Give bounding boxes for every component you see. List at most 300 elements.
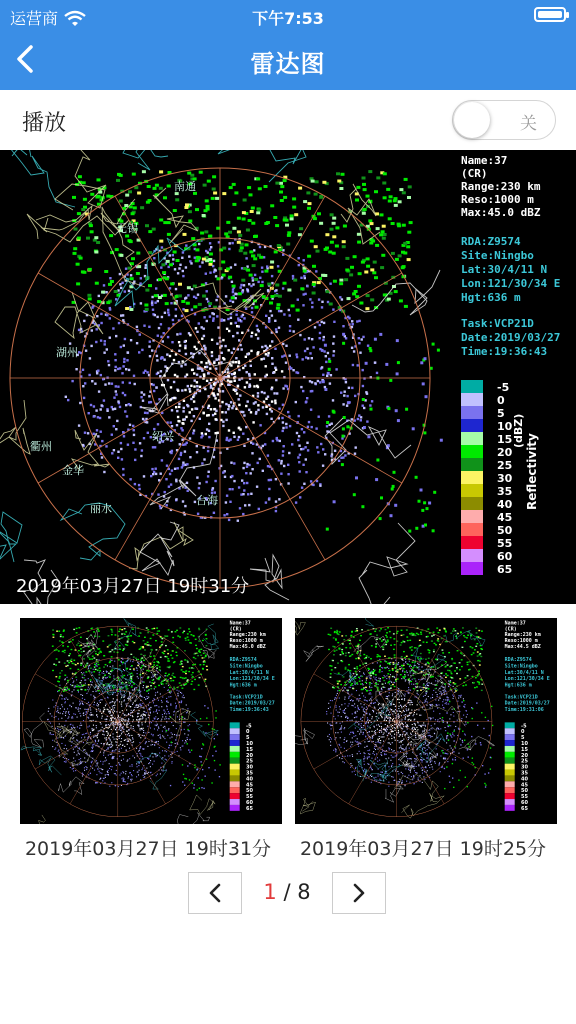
echo-cell xyxy=(154,314,156,316)
echo-cell xyxy=(186,463,188,465)
echo-cell xyxy=(181,702,182,703)
echo-cell xyxy=(86,733,87,734)
echo-cell xyxy=(177,390,179,392)
echo-cell xyxy=(153,664,155,665)
echo-cell xyxy=(279,440,281,442)
echo-cell xyxy=(203,653,205,654)
echo-cell xyxy=(84,737,85,738)
echo-cell xyxy=(371,400,373,402)
echo-cell xyxy=(318,298,320,300)
echo-cell xyxy=(247,493,249,495)
echo-cell xyxy=(147,185,151,188)
echo-cell xyxy=(186,302,190,305)
echo-cell xyxy=(399,299,403,302)
echo-cell xyxy=(297,299,299,301)
echo-cell xyxy=(99,651,101,652)
echo-cell xyxy=(142,717,143,718)
echo-cell xyxy=(400,711,401,712)
echo-cell xyxy=(260,358,262,360)
echo-cell xyxy=(173,359,175,361)
echo-cell xyxy=(147,642,149,643)
echo-cell xyxy=(163,736,164,737)
echo-cell xyxy=(168,702,169,703)
echo-cell xyxy=(80,648,82,649)
echo-cell xyxy=(209,272,211,274)
echo-cell xyxy=(123,772,124,773)
echo-cell xyxy=(257,351,259,353)
echo-cell xyxy=(342,342,345,345)
echo-cell xyxy=(155,686,157,687)
echo-cell xyxy=(287,289,291,292)
echo-cell xyxy=(181,466,183,468)
echo-cell xyxy=(347,316,349,318)
legend-label: 45 xyxy=(246,782,254,789)
echo-cell xyxy=(105,664,107,665)
echo-cell xyxy=(153,702,154,703)
echo-cell xyxy=(415,725,416,726)
echo-cell xyxy=(390,744,391,745)
echo-cell xyxy=(371,718,372,719)
echo-cell xyxy=(108,382,110,384)
echo-cell xyxy=(123,781,124,782)
echo-cell xyxy=(400,721,401,722)
echo-cell xyxy=(387,407,390,410)
echo-cell xyxy=(266,265,268,267)
echo-cell xyxy=(132,690,133,691)
echo-cell xyxy=(223,514,225,516)
echo-cell xyxy=(311,357,313,359)
echo-cell xyxy=(228,404,230,406)
echo-cell xyxy=(165,645,167,646)
echo-cell xyxy=(425,700,426,701)
echo-cell xyxy=(188,220,192,223)
echo-cell xyxy=(388,668,389,669)
echo-cell xyxy=(83,742,84,743)
echo-cell xyxy=(136,748,137,749)
echo-cell xyxy=(206,320,208,322)
echo-cell xyxy=(112,737,113,738)
echo-cell xyxy=(111,634,113,635)
echo-cell xyxy=(213,512,215,514)
echo-cell xyxy=(192,432,194,434)
echo-cell xyxy=(242,493,244,495)
echo-cell xyxy=(363,407,365,409)
echo-cell xyxy=(286,243,290,246)
echo-cell xyxy=(242,467,244,469)
echo-cell xyxy=(166,705,167,706)
echo-cell xyxy=(207,180,211,183)
echo-cell xyxy=(236,325,238,327)
echo-cell xyxy=(121,738,122,739)
echo-cell xyxy=(125,721,126,722)
echo-cell xyxy=(350,700,351,701)
echo-cell xyxy=(84,709,85,710)
echo-cell xyxy=(176,705,177,706)
echo-cell xyxy=(186,704,187,705)
echo-cell xyxy=(152,735,153,736)
echo-cell xyxy=(126,749,127,750)
echo-cell xyxy=(178,403,180,405)
echo-cell xyxy=(193,635,195,636)
echo-cell xyxy=(172,258,174,260)
echo-cell xyxy=(123,719,124,720)
echo-cell xyxy=(311,180,315,183)
echo-cell xyxy=(319,222,323,225)
legend-swatch xyxy=(230,793,240,799)
echo-cell xyxy=(52,699,53,700)
echo-cell xyxy=(191,237,195,240)
echo-cell xyxy=(351,418,353,420)
echo-cell xyxy=(179,735,180,736)
echo-cell xyxy=(193,400,195,402)
echo-cell xyxy=(432,343,435,346)
echo-cell xyxy=(229,186,233,189)
echo-cell xyxy=(141,657,143,658)
echo-cell xyxy=(256,177,260,180)
echo-cell xyxy=(423,683,424,684)
echo-cell xyxy=(131,764,132,765)
echo-cell xyxy=(143,475,145,477)
echo-cell xyxy=(229,488,231,490)
echo-cell xyxy=(376,227,380,230)
echo-cell xyxy=(303,431,305,433)
radar-thumbnail[interactable] xyxy=(20,618,282,824)
boundary-line xyxy=(128,665,147,702)
echo-cell xyxy=(397,751,398,752)
echo-cell xyxy=(319,381,321,383)
echo-cell xyxy=(131,780,132,781)
echo-cell xyxy=(204,705,205,706)
echo-cell xyxy=(426,705,427,706)
echo-cell xyxy=(366,294,370,297)
status-time: 下午7:53 xyxy=(252,9,324,28)
echo-cell xyxy=(57,708,58,709)
echo-cell xyxy=(362,734,363,735)
echo-cell xyxy=(170,737,171,738)
echo-cell xyxy=(168,718,169,719)
echo-cell xyxy=(243,414,245,416)
echo-cell xyxy=(137,689,139,690)
echo-cell xyxy=(132,766,133,767)
echo-cell xyxy=(111,406,113,408)
thumb-info-hgt: Hgt:636 m xyxy=(229,682,257,689)
echo-cell xyxy=(80,758,81,759)
echo-cell xyxy=(157,719,158,720)
echo-cell xyxy=(287,464,289,466)
echo-cell xyxy=(285,219,289,222)
echo-cell xyxy=(376,372,378,374)
echo-cell xyxy=(205,481,207,483)
echo-cell xyxy=(132,739,133,740)
echo-cell xyxy=(111,744,112,745)
echo-cell xyxy=(282,404,284,406)
echo-cell xyxy=(163,196,167,199)
echo-cell xyxy=(366,195,370,198)
echo-cell xyxy=(353,673,354,674)
echo-cell xyxy=(124,410,126,412)
echo-cell xyxy=(344,454,346,456)
echo-cell xyxy=(406,670,407,671)
echo-cell xyxy=(108,774,109,775)
echo-cell xyxy=(423,725,424,726)
echo-cell xyxy=(56,658,58,659)
echo-cell xyxy=(130,677,132,678)
echo-cell xyxy=(378,741,379,742)
echo-cell xyxy=(170,483,172,485)
echo-cell xyxy=(341,463,344,466)
echo-cell xyxy=(93,725,94,726)
echo-cell xyxy=(121,701,122,702)
echo-cell xyxy=(209,248,211,250)
echo-cell xyxy=(238,379,240,381)
echo-cell xyxy=(208,414,210,416)
echo-cell xyxy=(79,754,80,755)
echo-cell xyxy=(138,774,139,775)
echo-cell xyxy=(407,672,408,673)
echo-cell xyxy=(119,665,121,666)
echo-cell xyxy=(113,397,115,399)
echo-cell xyxy=(432,694,433,695)
echo-cell xyxy=(183,407,185,409)
echo-cell xyxy=(154,761,155,762)
echo-cell xyxy=(303,259,305,261)
echo-cell xyxy=(388,786,389,787)
echo-cell xyxy=(149,682,150,683)
echo-cell xyxy=(138,678,139,679)
echo-cell xyxy=(231,296,235,299)
echo-cell xyxy=(276,392,278,394)
echo-cell xyxy=(166,718,167,719)
echo-cell xyxy=(251,222,255,225)
echo-cell xyxy=(262,470,264,472)
echo-cell xyxy=(365,689,366,690)
echo-cell xyxy=(247,186,251,189)
echo-cell xyxy=(341,725,342,726)
echo-cell xyxy=(125,773,126,774)
echo-cell xyxy=(88,736,89,737)
echo-cell xyxy=(223,319,225,321)
echo-cell xyxy=(63,711,64,712)
echo-cell xyxy=(70,649,72,650)
echo-cell xyxy=(352,737,353,738)
echo-cell xyxy=(335,226,339,229)
echo-cell xyxy=(84,675,85,676)
echo-cell xyxy=(170,678,172,679)
echo-cell xyxy=(113,710,114,711)
echo-cell xyxy=(143,728,144,729)
echo-cell xyxy=(347,401,350,404)
echo-cell xyxy=(119,738,120,739)
echo-cell xyxy=(410,700,411,701)
echo-cell xyxy=(100,709,101,710)
echo-cell xyxy=(362,727,363,728)
echo-cell xyxy=(358,414,360,416)
echo-cell xyxy=(79,713,80,714)
echo-cell xyxy=(237,385,239,387)
echo-cell xyxy=(160,473,162,475)
echo-cell xyxy=(369,347,372,350)
echo-cell xyxy=(344,278,348,281)
echo-cell xyxy=(145,224,149,227)
echo-cell xyxy=(84,757,85,758)
echo-cell xyxy=(413,715,414,716)
echo-cell xyxy=(319,196,323,199)
echo-cell xyxy=(125,781,126,782)
echo-cell xyxy=(375,244,379,247)
echo-cell xyxy=(95,691,96,692)
echo-cell xyxy=(148,230,152,233)
echo-cell xyxy=(110,651,112,652)
echo-cell xyxy=(464,733,465,734)
echo-cell xyxy=(152,744,153,745)
echo-cell xyxy=(186,712,187,713)
echo-cell xyxy=(382,717,383,718)
echo-cell xyxy=(282,387,284,389)
echo-cell xyxy=(448,680,449,681)
echo-cell xyxy=(116,738,117,739)
echo-cell xyxy=(153,187,157,190)
echo-cell xyxy=(150,638,152,639)
echo-cell xyxy=(61,737,62,738)
echo-cell xyxy=(129,758,130,759)
echo-cell xyxy=(111,769,112,770)
echo-cell xyxy=(174,711,175,712)
legend-label: 0 xyxy=(497,394,505,407)
echo-cell xyxy=(334,450,336,452)
echo-cell xyxy=(208,471,210,473)
echo-cell xyxy=(97,762,98,763)
echo-cell xyxy=(140,746,141,747)
echo-cell xyxy=(105,719,106,720)
echo-cell xyxy=(282,421,284,423)
echo-cell xyxy=(131,725,132,726)
echo-cell xyxy=(80,761,81,762)
echo-cell xyxy=(98,390,100,392)
echo-cell xyxy=(178,458,180,460)
echo-cell xyxy=(245,243,249,246)
echo-cell xyxy=(176,410,178,412)
echo-cell xyxy=(86,237,90,240)
echo-cell xyxy=(225,419,227,421)
echo-cell xyxy=(416,731,417,732)
echo-cell xyxy=(392,763,393,764)
play-toggle[interactable] xyxy=(452,100,556,140)
echo-cell xyxy=(245,308,247,310)
echo-cell xyxy=(61,695,62,696)
echo-cell xyxy=(98,664,100,665)
echo-cell xyxy=(413,777,414,778)
echo-cell xyxy=(188,628,190,629)
echo-cell xyxy=(64,662,66,663)
radar-thumbnail[interactable] xyxy=(295,618,557,824)
legend-swatch xyxy=(461,458,483,471)
echo-cell xyxy=(345,381,347,383)
echo-cell xyxy=(103,666,105,667)
echo-cell xyxy=(166,730,167,731)
echo-cell xyxy=(181,693,182,694)
echo-cell xyxy=(184,722,185,723)
echo-cell xyxy=(267,396,269,398)
echo-cell xyxy=(218,467,220,469)
echo-cell xyxy=(176,728,177,729)
echo-cell xyxy=(179,636,181,637)
echo-cell xyxy=(76,644,78,645)
echo-cell xyxy=(403,726,404,727)
echo-cell xyxy=(92,748,93,749)
echo-cell xyxy=(207,475,209,477)
echo-cell xyxy=(412,704,413,705)
echo-cell xyxy=(140,660,142,661)
echo-cell xyxy=(175,288,177,290)
echo-cell xyxy=(199,649,201,650)
echo-cell xyxy=(295,401,297,403)
echo-cell xyxy=(337,732,338,733)
echo-cell xyxy=(96,705,97,706)
echo-cell xyxy=(114,703,115,704)
echo-cell xyxy=(95,741,96,742)
echo-cell xyxy=(203,664,205,665)
echo-cell xyxy=(114,707,115,708)
echo-cell xyxy=(140,667,142,668)
legend-swatch xyxy=(230,787,240,793)
echo-cell xyxy=(179,664,181,665)
echo-cell xyxy=(202,295,206,298)
echo-cell xyxy=(278,327,280,329)
echo-cell xyxy=(411,734,412,735)
echo-cell xyxy=(110,718,111,719)
echo-cell xyxy=(430,719,431,720)
echo-cell xyxy=(408,674,409,675)
echo-cell xyxy=(127,731,128,732)
echo-cell xyxy=(408,702,409,703)
echo-cell xyxy=(103,778,104,779)
echo-cell xyxy=(276,307,280,310)
legend-label: 5 xyxy=(497,407,505,420)
echo-cell xyxy=(309,298,311,300)
echo-cell xyxy=(124,670,125,671)
echo-cell xyxy=(166,701,167,702)
echo-cell xyxy=(72,196,76,199)
echo-cell xyxy=(142,681,143,682)
echo-cell xyxy=(230,462,232,464)
echo-cell xyxy=(140,691,141,692)
echo-cell xyxy=(392,693,393,694)
echo-cell xyxy=(372,736,373,737)
echo-cell xyxy=(140,277,142,279)
echo-cell xyxy=(161,459,163,461)
echo-cell xyxy=(57,738,58,739)
echo-cell xyxy=(385,717,386,718)
echo-cell xyxy=(84,684,86,685)
echo-cell xyxy=(381,254,385,257)
echo-cell xyxy=(285,345,287,347)
echo-cell xyxy=(65,396,67,398)
echo-cell xyxy=(168,728,169,729)
echo-cell xyxy=(72,691,73,692)
echo-cell xyxy=(50,723,51,724)
echo-cell xyxy=(68,711,69,712)
echo-cell xyxy=(119,273,121,275)
echo-cell xyxy=(354,712,355,713)
echo-cell xyxy=(112,766,113,767)
radar-main-image[interactable] xyxy=(0,150,576,604)
echo-cell xyxy=(189,456,191,458)
echo-cell xyxy=(424,748,425,749)
echo-cell xyxy=(112,756,113,757)
echo-cell xyxy=(80,715,81,716)
echo-cell xyxy=(411,758,412,759)
echo-cell xyxy=(169,745,170,746)
